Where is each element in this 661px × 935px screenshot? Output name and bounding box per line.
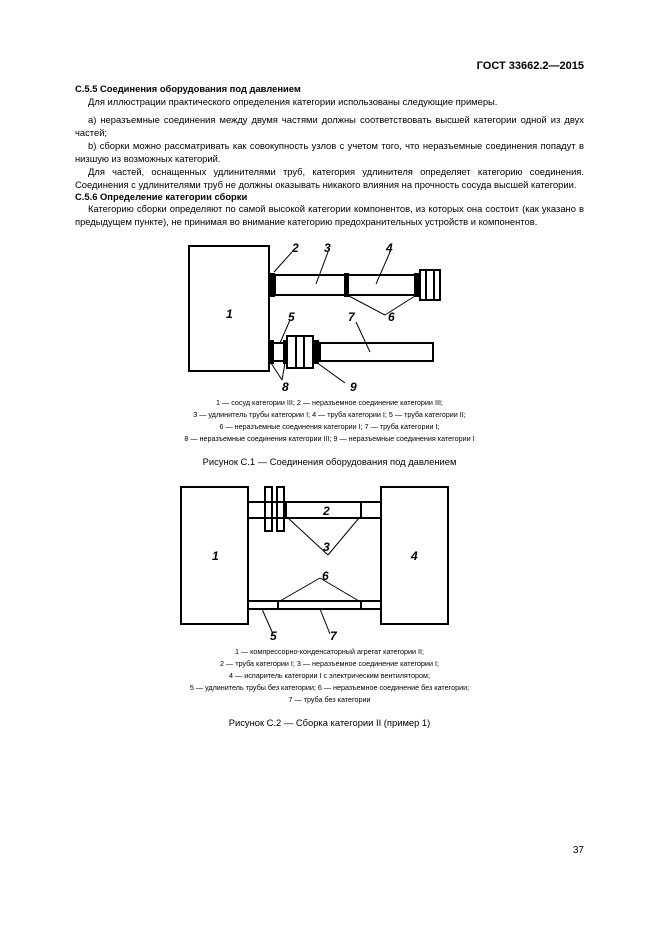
section-c55-heading: С.5.5 Соединения оборудования под давлением: [75, 83, 301, 94]
joint-9: [313, 340, 319, 364]
legend-line: 5 — удлинитель трубы без категории; 6 — неразъемное соединение без категории;: [189, 683, 470, 692]
legend-line: 3 — удлинитель трубы категории I; 4 — труба категории I; 5 — труба категории II;: [193, 410, 466, 419]
label-2: 2: [323, 504, 330, 518]
section-c55-item-a: а) неразъемные соединения между двумя частями должны соответствовать высшей категории одной из двух частей;: [75, 114, 584, 138]
label-2: 2: [292, 241, 299, 255]
label-7: 7: [348, 310, 355, 324]
flange-left: [265, 487, 272, 531]
legend-line: 4 — испаритель категории I с электрическим вентилятором;: [229, 671, 430, 680]
flange-lower: [287, 336, 313, 368]
joint-8b: [283, 340, 288, 364]
label-9: 9: [350, 380, 357, 394]
flange-upper: [420, 270, 440, 300]
legend-line: 2 — труба категории I; 3 — неразъемное соединение категории I;: [220, 659, 439, 668]
legend-line: 1 — сосуд категории III; 2 — неразъемное соединение категории III;: [216, 398, 443, 407]
label-7: 7: [330, 629, 337, 643]
label-8: 8: [282, 380, 289, 394]
figure-c1-legend: [75, 397, 584, 445]
legend-line: 8 — неразъемные соединения категории III; 9 — неразъемные соединения категории I: [184, 434, 475, 443]
label-6: 6: [388, 310, 395, 324]
label-1: 1: [212, 549, 219, 563]
joint-6b: [414, 273, 420, 297]
page-number: 37: [572, 845, 584, 856]
figure-c2-caption: Рисунок С.2 — Сборка категории II (пример 1): [228, 717, 431, 728]
joint-2: [268, 273, 275, 297]
joint-6a: [344, 273, 349, 297]
joint-8a: [268, 340, 274, 364]
section-c56-paragraph: Категорию сборки определяют по самой высокой категории компонентов, из которых она состоит (как указано в предыдущем пункте), не принимая во внимание категорию предохранительных устройств и компонентов.: [75, 203, 584, 227]
section-c55-item-b: b) сборки можно рассматривать как совокупность узлов с учетом того, что неразъемные соединения попадут в низшую из возможных категорий.: [75, 140, 584, 164]
flange-right: [277, 487, 284, 531]
label-3: 3: [323, 540, 330, 554]
figure-c1-caption: Рисунок С.1 — Соединения оборудования под давлением: [202, 456, 457, 467]
legend-line: 1 — компрессорно-конденсаторный агрегат категории II;: [234, 647, 425, 656]
legend-line: 7 — труба без категории: [288, 695, 371, 704]
label-5: 5: [288, 310, 295, 324]
legend-line: 6 — неразъемные соединения категории I; 7 — труба категории I;: [219, 422, 440, 431]
label-4: 4: [386, 241, 393, 255]
section-c55-intro: Для иллюстрации практического определения категории использованы следующие примеры.: [88, 96, 498, 107]
label-5: 5: [270, 629, 277, 643]
figure-c2-diagram: [0, 478, 661, 648]
figure-c2-legend: [75, 646, 584, 706]
figure-c1-diagram: [0, 235, 661, 395]
pipe-7: [320, 343, 433, 361]
label-3: 3: [324, 241, 331, 255]
label-4: 4: [411, 549, 418, 563]
section-c56-heading: С.5.6 Определение категории сборки: [75, 191, 248, 202]
label-1: 1: [226, 307, 233, 321]
standard-designation: ГОСТ 33662.2—2015: [476, 60, 584, 72]
section-c55-paragraph: Для частей, оснащенных удлинителями труб, категория удлинителя определяет категорию соединения. Соединения с удлинителями труб не должны оказывать никакого влияния на прочность сосуда высшей категории.: [75, 166, 584, 190]
label-6: 6: [322, 569, 329, 583]
